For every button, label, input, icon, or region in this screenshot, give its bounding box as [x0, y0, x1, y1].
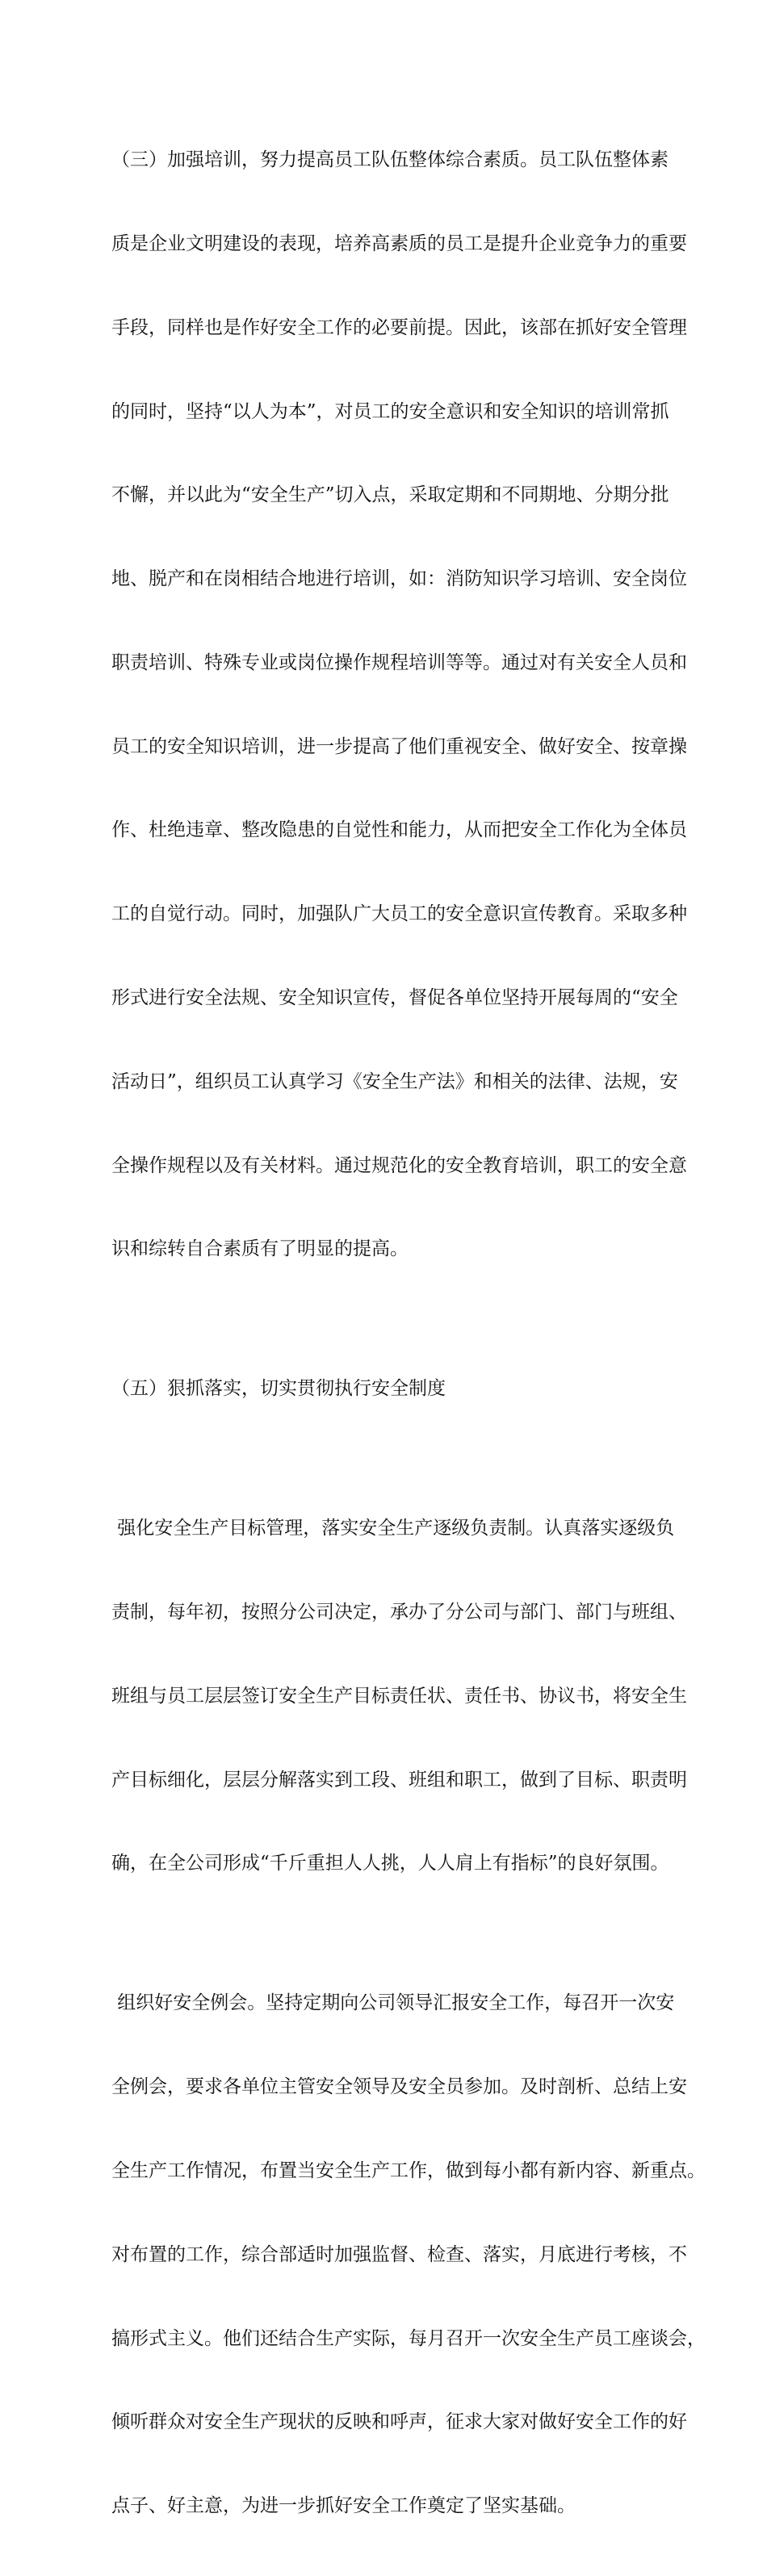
text-line: 员工的安全知识培训，进一步提高了他们重视安全、做好安全、按章操 [111, 735, 687, 757]
heading-line: （五）狠抓落实，切实贯彻执行安全制度 [111, 1378, 446, 1400]
text-line: 质是企业文明建设的表现，培养高素质的员工是提升企业竞争力的重要 [111, 232, 687, 254]
section-heading [111, 1319, 669, 1459]
text-line: 不懈，并以此为“安全生产”切入点，采取定期和不同期地、分期分批 [111, 484, 669, 506]
text-line: 地、脱产和在岗相结合地进行培训，如：消防知识学习培训、安全岗位 [111, 568, 687, 590]
text-line: 组织好安全例会。坚持定期向公司领导汇报安全工作，每召开一次安 [111, 1992, 675, 2014]
text-line: 产目标细化，层层分解落实到工段、班组和职工，做到了目标、职责明 [111, 1769, 687, 1791]
text-line: 强化安全生产目标管理，落实安全生产逐级负责制。认真落实逐级负 [111, 1518, 675, 1539]
text-line: 全例会，要求各单位主管安全领导及安全员参加。及时剖析、总结上安 [111, 2076, 687, 2098]
text-line: 工的自觉行动。同时，加强队广大员工的安全意识宣传教育。采取多种 [111, 903, 687, 925]
text-line: 的同时，坚持“以人为本”，对员工的安全意识和安全知识的培训常抓 [111, 400, 669, 422]
text-line: 确，在全公司形成“千斤重担人人挑，人人肩上有指标”的良好氛围。 [111, 1853, 669, 1874]
text-line: 对布置的工作，综合部适时加强监督、检查、落实，月底进行考核，不 [111, 2243, 687, 2265]
text-line: 班组与员工层层签订安全生产目标责任状、责任书、协议书，将安全生 [111, 1685, 687, 1707]
paragraph-training [111, 90, 687, 1319]
text-line: 点子、好主意，为进一步抓好安全工作奠定了坚实基础。 [111, 2495, 576, 2517]
text-line: 责制，每年初，按照分公司决定，承办了分公司与部门、部门与班组、 [111, 1602, 687, 1623]
paragraph-target-management [111, 1459, 687, 1933]
text-line: 搞形式主义。他们还结合生产实际，每月召开一次安全生产员工座谈会， [111, 2327, 706, 2349]
text-line: 作、杜绝违章、整改隐患的自觉性和能力，从而把安全工作化为全体员 [111, 819, 687, 841]
text-line: 倾听群众对安全生产现状的反映和呼声，征求大家对做好安全工作的好 [111, 2411, 687, 2433]
text-line: 手段，同样也是作好安全工作的必要前提。因此，该部在抓好安全管理 [111, 316, 687, 338]
text-line: 全生产工作情况，布置当安全生产工作，做到每小都有新内容、新重点。 [111, 2159, 706, 2181]
text-line: 活动日”，组织员工认真学习《安全生产法》和相关的法律、法规，安 [111, 1070, 678, 1092]
text-line: 职责培训、特殊专业或岗位操作规程培训等等。通过对有关安全人员和 [111, 651, 687, 673]
text-line: （三）加强培训，努力提高员工队伍整体综合素质。员工队伍整体素 [111, 149, 669, 171]
text-line: 识和综转自合素质有了明显的提高。 [111, 1238, 409, 1260]
text-line: 全操作规程以及有关材料。通过规范化的安全教育培训，职工的安全意 [111, 1154, 687, 1176]
document-body [111, 90, 706, 2576]
text-line: 形式进行安全法规、安全知识宣传，督促各单位坚持开展每周的“安全 [111, 987, 678, 1008]
paragraph-safety-meetings [111, 1933, 706, 2576]
